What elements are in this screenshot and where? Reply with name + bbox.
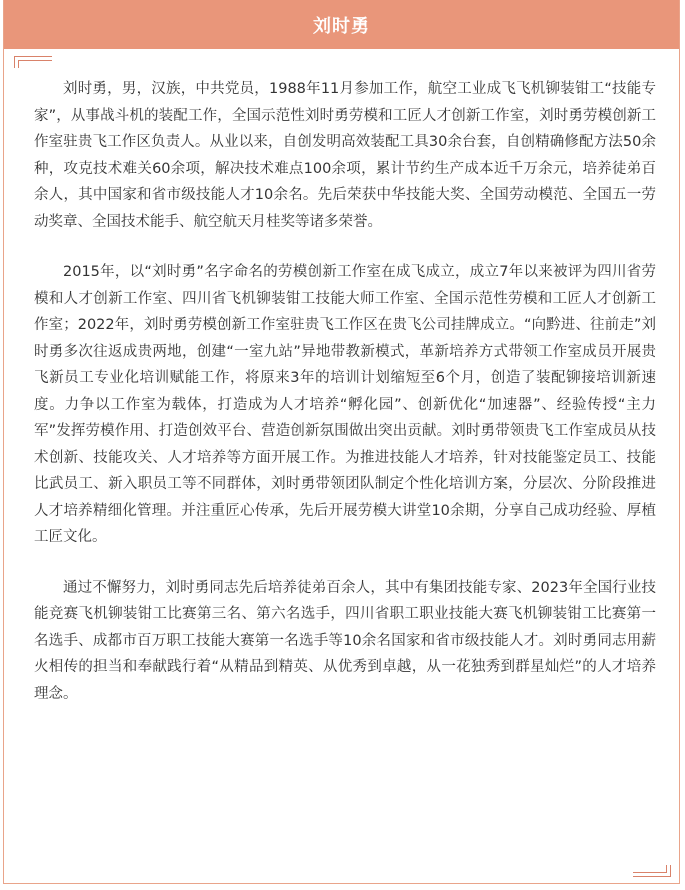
paragraph-3: 通过不懈努力，刘时勇同志先后培养徒弟百余人，其中有集团技能专家、2023年全国行业技能竞赛飞机铆装钳工比赛第三名、第六名选手，四川省职工职业技能大赛飞机铆装钳工比赛第一名选手、成都市百万职工技能大赛第一名选手等10余名国家和省市级技能人才。刘时勇同志用薪火相传的担当和奉献践行着“从精品到精英、从优秀到卓越，从一花独秀到群星灿烂”的人才培养理念。 bbox=[34, 579, 656, 702]
article-body bbox=[34, 76, 656, 731]
title-bar bbox=[4, 0, 679, 49]
profile-card bbox=[3, 0, 680, 884]
paragraph-1: 刘时勇，男，汉族，中共党员，1988年11月参加工作，航空工业成飞飞机铆装钳工“技能专家”，从事战斗机的装配工作，全国示范性刘时勇劳模和工匠人才创新工作室，刘时勇劳模创新工作室驻贵飞工作区负责人。从业以来，自创发明高效装配工具30余台套，自创精确修配方法50余种，攻克技术难关60余项，解决技术难点100余项，累计节约生产成本近千万余元，培养徒弟百余人，其中国家和省市级技能人才10余名。先后荣获中华技能大奖、全国劳动模范、全国五一劳动奖章、全国技术能手、航空航天月桂奖等诸多荣誉。 bbox=[34, 81, 656, 230]
corner-ornament-bottom-right bbox=[633, 865, 671, 877]
page-title: 刘时勇 bbox=[313, 15, 370, 37]
paragraph-2: 2015年，以“刘时勇”名字命名的劳模创新工作室在成飞成立，成立7年以来被评为四川省劳模和人才创新工作室、四川省飞机铆装钳工技能大师工作室、全国示范性劳模和工匠人才创新工作室；2022年，刘时勇劳模创新工作室驻贵飞工作区在贵飞公司挂牌成立。“向黔进、往前走”刘时勇多次往返成贵两地，创建“一室九站”异地带教新模式，革新培养方式带领工作室成员开展贵飞新员工专业化培训赋能工作，将原来3年的培训计划缩短至6个月，创造了装配铆接培训新速度。力争以工作室为载体，打造成为人才培养“孵化园”、创新优化“加速器”、经验传授“主力军”发挥劳模作用、打造创效平台、营造创新氛围做出突出贡献。刘时勇带领贵飞工作室成员从技术创新、技能攻关、人才培养等方面开展工作。为推进技能人才培养，针对技能鉴定员工、技能比武员工、新入职员工等不同群体，刘时勇带领团队制定个性化培训方案，分层次、分阶段推进人才培养精细化管理。并注重匠心传承，先后开展劳模大讲堂10余期，分享自己成功经验、厚植工匠文化。 bbox=[34, 264, 656, 545]
corner-ornament-top-left bbox=[14, 56, 52, 68]
